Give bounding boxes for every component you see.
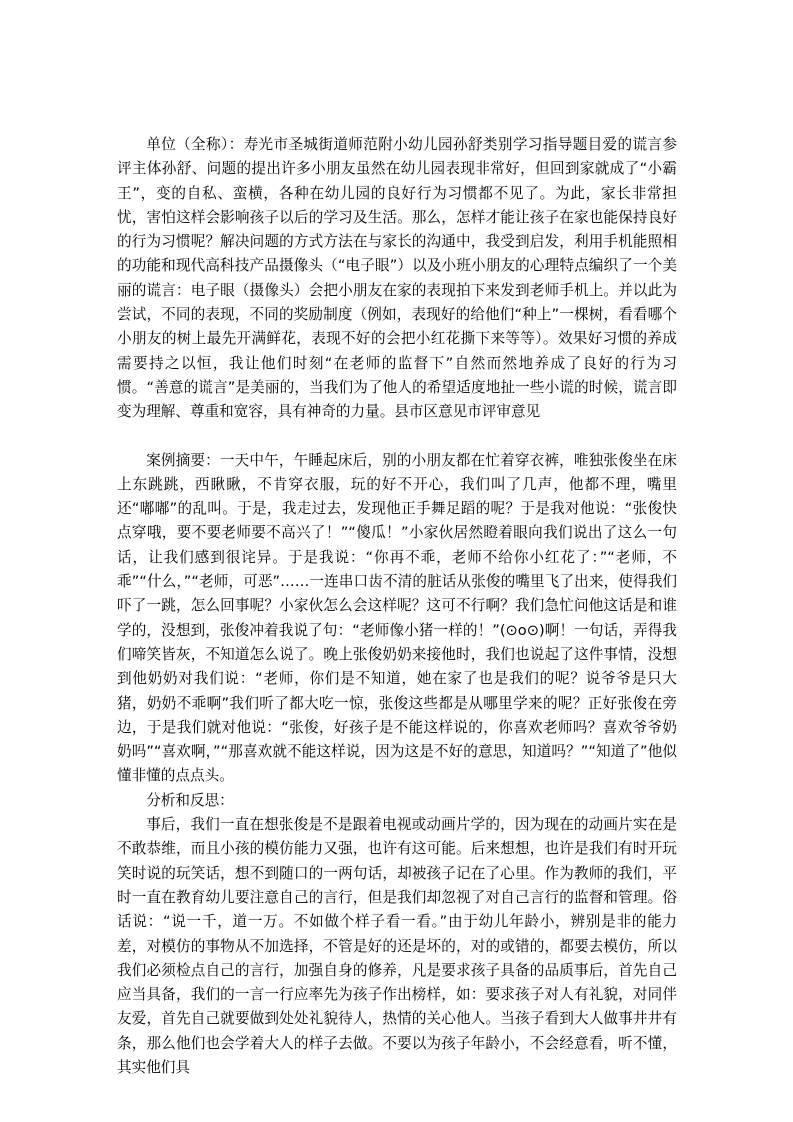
paragraph-case-summary: 案例摘要：一天中午，午睡起床后，别的小朋友都在忙着穿衣裤，唯独张俊坐在床上东跳跳，西瞅瞅，不肯穿衣服，玩的好不开心，我们叫了几声，他都不理，嘴里还“嘟嘟”的乱叫。于是，我走过去，发现他正手舞足蹈的呢？于是我对他说：“张俊快点穿哦，要不要老师要不高兴了！”“傻瓜！”小家伙居然瞪着眼向我们说出了这么一句话，让我们感到很诧异。于是我说：“你再不乖，老师不给你小红花了：”“老师，不乖”“什么，”“老师，可恶”……一连串口齿不清的脏话从张俊的嘴里飞了出来，使得我们吓了一跳，怎么回事呢？小家伙怎么会这样呢？这可不行啊？我们急忙问他这话是和谁学的，没想到，张俊冲着我说了句：“老师像小猪一样的！”(⊙o⊙)啊！一句话，弄得我们啼笑皆灰，不知道怎么说了。晚上张俊奶奶来接他时，我们也说起了这件事情，没想到他奶奶对我们说：“老师，你们是不知道，她在家了也是我们的呢？说爷爷是只大猪，奶奶不乖啊”我们听了都大吃一惊，张俊这些都是从哪里学来的呢？正好张俊在旁边，于是我们就对他说：“张俊，好孩子是不能这样说的，你喜欢老师吗？喜欢爷爷奶奶吗”“喜欢啊，”“那喜欢就不能这样说，因为这是不好的意思，知道吗？”“知道了”他似懂非懂的点点头。 bbox=[117, 451, 677, 785]
paragraph-analysis: 事后，我们一直在想张俊是不是跟着电视或动画片学的，因为现在的动画片实在是不敢恭维，而且小孩的模仿能力又强，也许有这可能。后来想想，也许是我们有时开玩笑时说的玩笑话，想不到随口的一两句话，却被孩子记在了心里。作为教师的我们，平时一直在教育幼儿要注意自己的言行，但是我们却忽视了对自己言行的监督和管理。俗话说：“说一千，道一万。不如做个样子看一看。”由于幼儿年龄小，辨别是非的能力差，对模仿的事物从不加选择，不管是好的还是坏的，对的或错的，都要去模仿，所以我们必须检点自己的言行，加强自身的修养，凡是要求孩子具备的品质事后，首先自己应当具备，我们的一言一行应率先为孩子作出榜样，如：要求孩子对人有礼貌，对同伴友爱，首先自己就要做到处处礼貌待人，热情的关心他人。当孩子看到大人做事井井有条，那么他们也会学着大人的样子去做。不要以为孩子年龄小，不会经意看，听不懂，其实他们具 bbox=[117, 816, 677, 1076]
paragraph-gap bbox=[117, 425, 677, 449]
heading-analysis: 分析和反思： bbox=[146, 791, 234, 809]
document-body bbox=[117, 133, 677, 1080]
paragraph-intro: 单位（全称）：寿光市圣城街道师范附小幼儿园孙舒类别学习指导题目爱的谎言参评主体孙舒、问题的提出许多小朋友虽然在幼儿园表现非常好，但回到家就成了“小霸王”，变的自私、蛮横，各种在幼儿园的良好行为习惯都不见了。为此，家长非常担忧，害怕这样会影响孩子以后的学习及生活。那么，怎样才能让孩子在家也能保持良好的行为习惯呢？解决问题的方式方法在与家长的沟通中，我受到启发，利用手机能照相的功能和现代高科技产品摄像头（“电子眼”）以及小班小朋友的心理特点编织了一个美丽的谎言：电子眼（摄像头）会把小朋友在家的表现拍下来发到老师手机上。并以此为尝试，不同的表现，不同的奖励制度（例如，表现好的给他们“种上”一棵树，看看哪个小朋友的树上最先开满鲜花，表现不好的会把小红花撕下来等等）。效果好习惯的养成需要持之以恒，我让他们时刻“在老师的监督下”自然而然地养成了良好的行为习惯。“善意的谎言”是美丽的，当我们为了他人的希望适度地扯一些小谎的时候，谎言即变为理解、尊重和宽容，具有神奇的力量。县市区意见市评审意见 bbox=[117, 136, 677, 421]
